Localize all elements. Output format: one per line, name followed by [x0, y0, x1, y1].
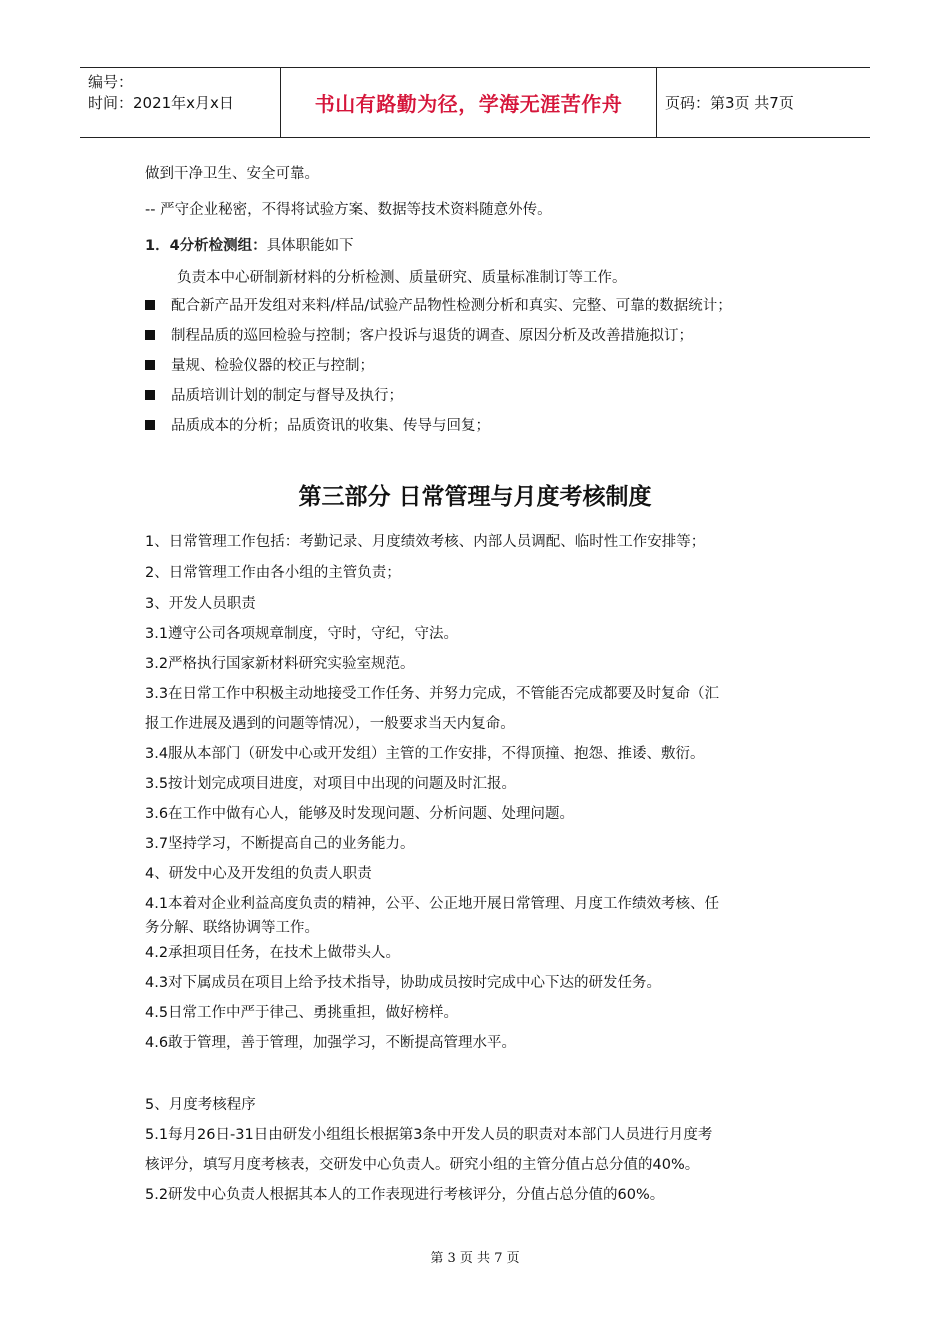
page-footer: 第 3 页 共 7 页 [430, 1251, 520, 1266]
number-label: 编号： [88, 73, 134, 91]
bullet-item [145, 414, 490, 435]
bullet-text: 配合新产品开发组对来料/样品/试验产品物性检测分析和真实、完整、可靠的数据统计； [171, 298, 732, 314]
header-middle-cell [281, 68, 657, 137]
body-text-line: 4.5日常工作中严于律己、勇挑重担，做好榜样。 [145, 1005, 459, 1021]
body-text-line: 4.2承担项目任务，在技术上做带头人。 [145, 945, 401, 961]
body-text-line: 3、开发人员职责 [145, 596, 256, 612]
section-title-1-4 [145, 234, 354, 255]
bullet-item [145, 354, 374, 375]
time-label: 时间：2021年x月x日 [88, 94, 234, 112]
body-text-line: 1、日常管理工作包括：考勤记录、月度绩效考核、内部人员调配、临时性工作安排等； [145, 534, 706, 550]
body-text-line: 5.1每月26日-31日由研发小组组长根据第3条中开发人员的职责对本部门人员进行月度考 [145, 1127, 713, 1143]
body-text-line: 4.3对下属成员在项目上给予技术指导，协助成员按时完成中心下达的研发任务。 [145, 975, 662, 991]
body-text-line: 3.1遵守公司各项规章制度，守时，守纪，守法。 [145, 626, 459, 642]
body-text-line: 5、月度考核程序 [145, 1097, 256, 1113]
square-bullet-icon [145, 420, 155, 430]
body-text-line: 务分解、联络协调等工作。 [145, 920, 319, 936]
body-text-line: 3.2严格执行国家新材料研究实验室规范。 [145, 656, 415, 672]
bullet-item [145, 294, 732, 315]
square-bullet-icon [145, 330, 155, 340]
bullet-item [145, 384, 403, 405]
body-text-line: 3.3在日常工作中积极主动地接受工作任务、并努力完成，不管能否完成都要及时复命（汇 [145, 686, 720, 702]
section-title-rest: 具体职能如下 [266, 238, 354, 254]
body-text-line: 做到干净卫生、安全可靠。 [145, 166, 319, 182]
body-text-line: 报工作进展及遇到的问题等情况），一般要求当天内复命。 [145, 716, 515, 732]
header-left-cell [80, 68, 281, 137]
square-bullet-icon [145, 390, 155, 400]
page-label: 页码：第3页 共7页 [665, 94, 794, 112]
part-three-heading: 第三部分 日常管理与月度考核制度 [298, 484, 652, 510]
body-text-line: 4.6敢于管理，善于管理，加强学习，不断提高管理水平。 [145, 1035, 517, 1051]
section-description: 负责本中心研制新材料的分析检测、质量研究、质量标准制订等工作。 [177, 270, 627, 286]
body-text-line: 4.1本着对企业利益高度负责的精神，公平、公正地开展日常管理、月度工作绩效考核、任 [145, 896, 720, 912]
header-motto: 书山有路勤为径，学海无涯苦作舟 [314, 92, 623, 116]
header-right-cell [657, 68, 870, 137]
body-text-line: 3.7坚持学习，不断提高自己的业务能力。 [145, 836, 415, 852]
bullet-text: 量规、检验仪器的校正与控制； [171, 358, 374, 374]
body-text-line: -- 严守企业秘密，不得将试验方案、数据等技术资料随意外传。 [145, 202, 552, 218]
section-title-bold: 1．4分析检测组： [145, 238, 267, 254]
square-bullet-icon [145, 300, 155, 310]
bullet-text: 制程品质的巡回检验与控制；客户投诉与退货的调查、原因分析及改善措施拟订； [171, 328, 693, 344]
body-text-line: 3.4服从本部门（研发中心或开发组）主管的工作安排，不得顶撞、抱怨、推诿、敷衍。 [145, 746, 705, 762]
body-text-line: 核评分，填写月度考核表，交研发中心负责人。研究小组的主管分值占总分值的40%。 [145, 1157, 700, 1173]
bullet-text: 品质培训计划的制定与督导及执行； [171, 388, 403, 404]
body-text-line: 2、日常管理工作由各小组的主管负责； [145, 565, 401, 581]
body-text-line: 3.5按计划完成项目进度，对项目中出现的问题及时汇报。 [145, 776, 517, 792]
bullet-item [145, 324, 693, 345]
body-text-line: 5.2研发中心负责人根据其本人的工作表现进行考核评分，分值占总分值的60%。 [145, 1187, 665, 1203]
page-header [80, 67, 870, 138]
bullet-text: 品质成本的分析；品质资讯的收集、传导与回复； [171, 418, 490, 434]
body-text-line: 4、研发中心及开发组的负责人职责 [145, 866, 372, 882]
square-bullet-icon [145, 360, 155, 370]
body-text-line: 3.6在工作中做有心人，能够及时发现问题、分析问题、处理问题。 [145, 806, 575, 822]
